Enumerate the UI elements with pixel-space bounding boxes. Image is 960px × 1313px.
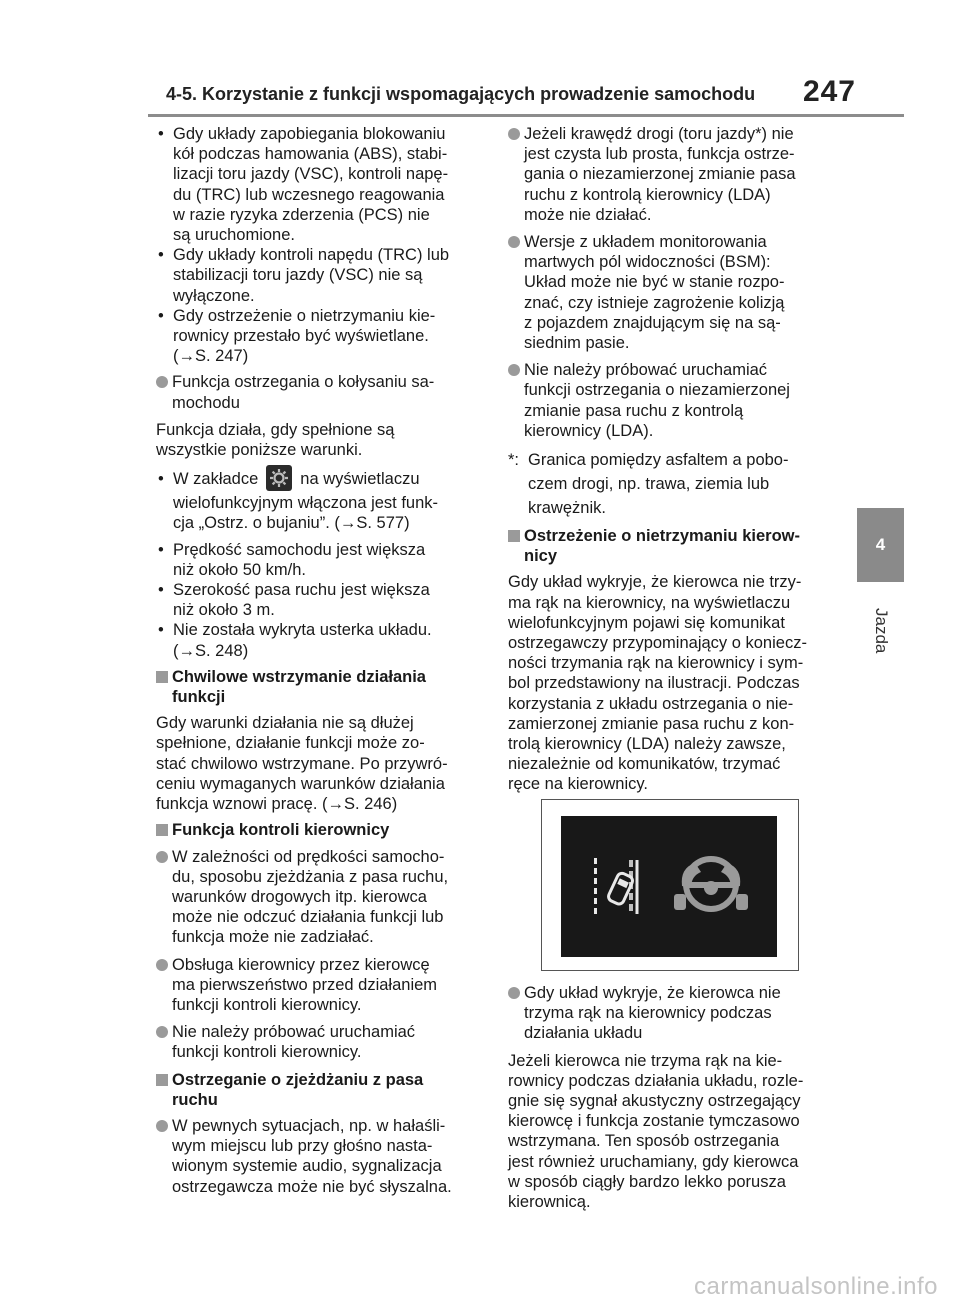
paragraph-buzzer: Jeżeli kierowca nie trzyma rąk na kie- rownicy podczas działania układu, rozle- gnie się sygnał akustyczny ostrzegający kierowcę i funkcja zostanie tymczasowo wstrzymana. Ten sposób ostrzegania jest również uruchamiany, gdy kierowca w sposób ciągły bardzo lekko porusza kierownicą.	[508, 1051, 804, 1212]
left-column	[156, 124, 482, 1204]
display-icons	[561, 816, 777, 957]
circle-item-do-not-activate: Nie należy próbować uruchamiać funkcji kontroli kierownicy.	[156, 1022, 482, 1062]
circle-item-bsm: Wersje z układem monitorowania martwych pól widoczności (BSM): Układ może nie być w stanie rozpo- znać, czy istnieje zagrożenie kolizją z pojazdem znajdującym się na są- siednim pasie.	[508, 232, 836, 353]
chapter-label: Jazda	[872, 608, 891, 654]
heading-hands-off-warning: Ostrzeżenie o nietrzymaniu kierow- nicy	[508, 526, 836, 566]
circle-item-do-not-activate-lda: Nie należy próbować uruchamiać funkcji ostrzegania o niezamierzonej zmianie pasa ruchu z kontrolą kierownicy (LDA).	[508, 360, 836, 441]
header-divider	[148, 114, 904, 117]
warning-illustration	[541, 799, 799, 971]
heading-steering-control: Funkcja kontroli kierownicy	[156, 820, 482, 840]
bullet-lane-width: • Szerokość pasa ruchu jest większa niż około 3 m.	[156, 580, 482, 620]
footnote-mark: *:	[508, 451, 520, 470]
footnote: *: Granica pomiędzy asfaltem a pobo- czem drogi, np. trawa, ziemia lub krawężnik.	[508, 448, 836, 520]
circle-item-road-edge: Jeżeli krawędź drogi (toru jazdy*) nie jest czysta lub prosta, funkcja ostrze- gania o niezamierzonej zmianie pasa ruchu z kontrolą kierownicy (LDA) może nie działać.	[508, 124, 836, 225]
watermark: carmanualsonline.info	[694, 1273, 938, 1300]
circle-item-noise: W pewnych sytuacjach, np. w hałaśli- wym miejscu lub przy głośno nasta- wionym systemie audio, sygnalizacja ostrzegawcza może nie być słyszalna.	[156, 1116, 482, 1197]
bullet-warning-ended: • Gdy ostrzeżenie o nietrzymaniu kie- rownicy przestało być wyświetlane. (→S. 247)	[156, 306, 482, 367]
page-reference-link[interactable]: (→S. 248)	[173, 641, 249, 660]
right-column-continued	[508, 983, 836, 1218]
bullet-no-fault: • Nie została wykryta usterka układu. (→S. 248)	[156, 620, 482, 660]
hands-on-wheel-icon	[674, 859, 748, 910]
page-number: 247	[802, 75, 856, 108]
circle-item-hands-off-detected: Gdy układ wykryje, że kierowca nie trzyma rąk na kierownicy podczas działania układu	[508, 983, 836, 1044]
bullet-abs: • Gdy układy zapobiegania blokowaniu kół podczas hamowania (ABS), stabi- lizacji toru jazdy (VSC), kontroli napę- du (TRC) lub wczesnego reagowania w razie ryzyka zderzenia (PCS) nie są uruchomione.	[156, 124, 482, 245]
heading-temporary-suspension: Chwilowe wstrzymanie działania funkcji	[156, 667, 482, 707]
page-header	[148, 74, 904, 114]
circle-item-sway-warning: Funkcja ostrzegania o kołysaniu sa- mochodu	[156, 372, 482, 412]
page-reference-link[interactable]: (→S. 247)	[173, 347, 249, 366]
right-column	[508, 124, 836, 801]
circle-item-speed-dependency: W zależności od prędkości samocho- du, sposobu zjeżdżania z pasa ruchu, warunków drogowych itp. kierowca może nie odczuć działania funkcji lub funkcja może nie zadziałać.	[156, 847, 482, 948]
multi-info-display	[561, 816, 777, 957]
heading-lane-departure-warning: Ostrzeganie o zjeżdżaniu z pasa ruchu	[156, 1070, 482, 1110]
bullet-trc-vsc: • Gdy układy kontroli napędu (TRC) lub stabilizacji toru jazdy (VSC) nie są wyłączone.	[156, 245, 482, 306]
bullet-display-tab: • W zakładce na wyświetlaczu wielofunkcyjnym włączona jest funk- cja „Ostrz. o bujaniu”. (→S. 577)	[156, 466, 482, 533]
bullet-speed: • Prędkość samochodu jest większa niż około 50 km/h.	[156, 540, 482, 580]
chapter-tab[interactable]: 4	[857, 508, 904, 582]
paragraph-suspension: Gdy warunki działania nie są dłużej spełnione, działanie funkcji może zo- stać chwilowo wstrzymane. Po przywró- ceniu wymaganych warunków działania funkcja wznowi pracę. (→S. 246)	[156, 714, 448, 814]
paragraph-hands-off: Gdy układ wykryje, że kierowca nie trzy- ma rąk na kierownicy, na wyświetlaczu wielofunkcyjnym pojawi się komunikat ostrzegawczy przypominający o koniecz- ności trzymania rąk na kierownicy i sym- bol przedstawiony na ilustracji. Podczas korzystania z układu ostrzegania o nie- zamierzonej zmianie pasa ruchu z kon- trolą kierownicy (LDA) należy zawsze, niezależnie od komunikatów, trzymać ręce na kierownicy.	[508, 573, 807, 794]
section-title: 4-5. Korzystanie z funkcji wspomagających prowadzenie samochodu	[166, 84, 756, 104]
paragraph-conditions: Funkcja działa, gdy spełnione są wszystkie poniższe warunki.	[156, 420, 395, 460]
settings-gear-icon	[266, 465, 292, 491]
circle-item-driver-priority: Obsługa kierownicy przez kierowcę ma pierwszeństwo przed działaniem funkcji kontroli kierownicy.	[156, 955, 482, 1016]
lane-departure-icon	[594, 858, 637, 914]
